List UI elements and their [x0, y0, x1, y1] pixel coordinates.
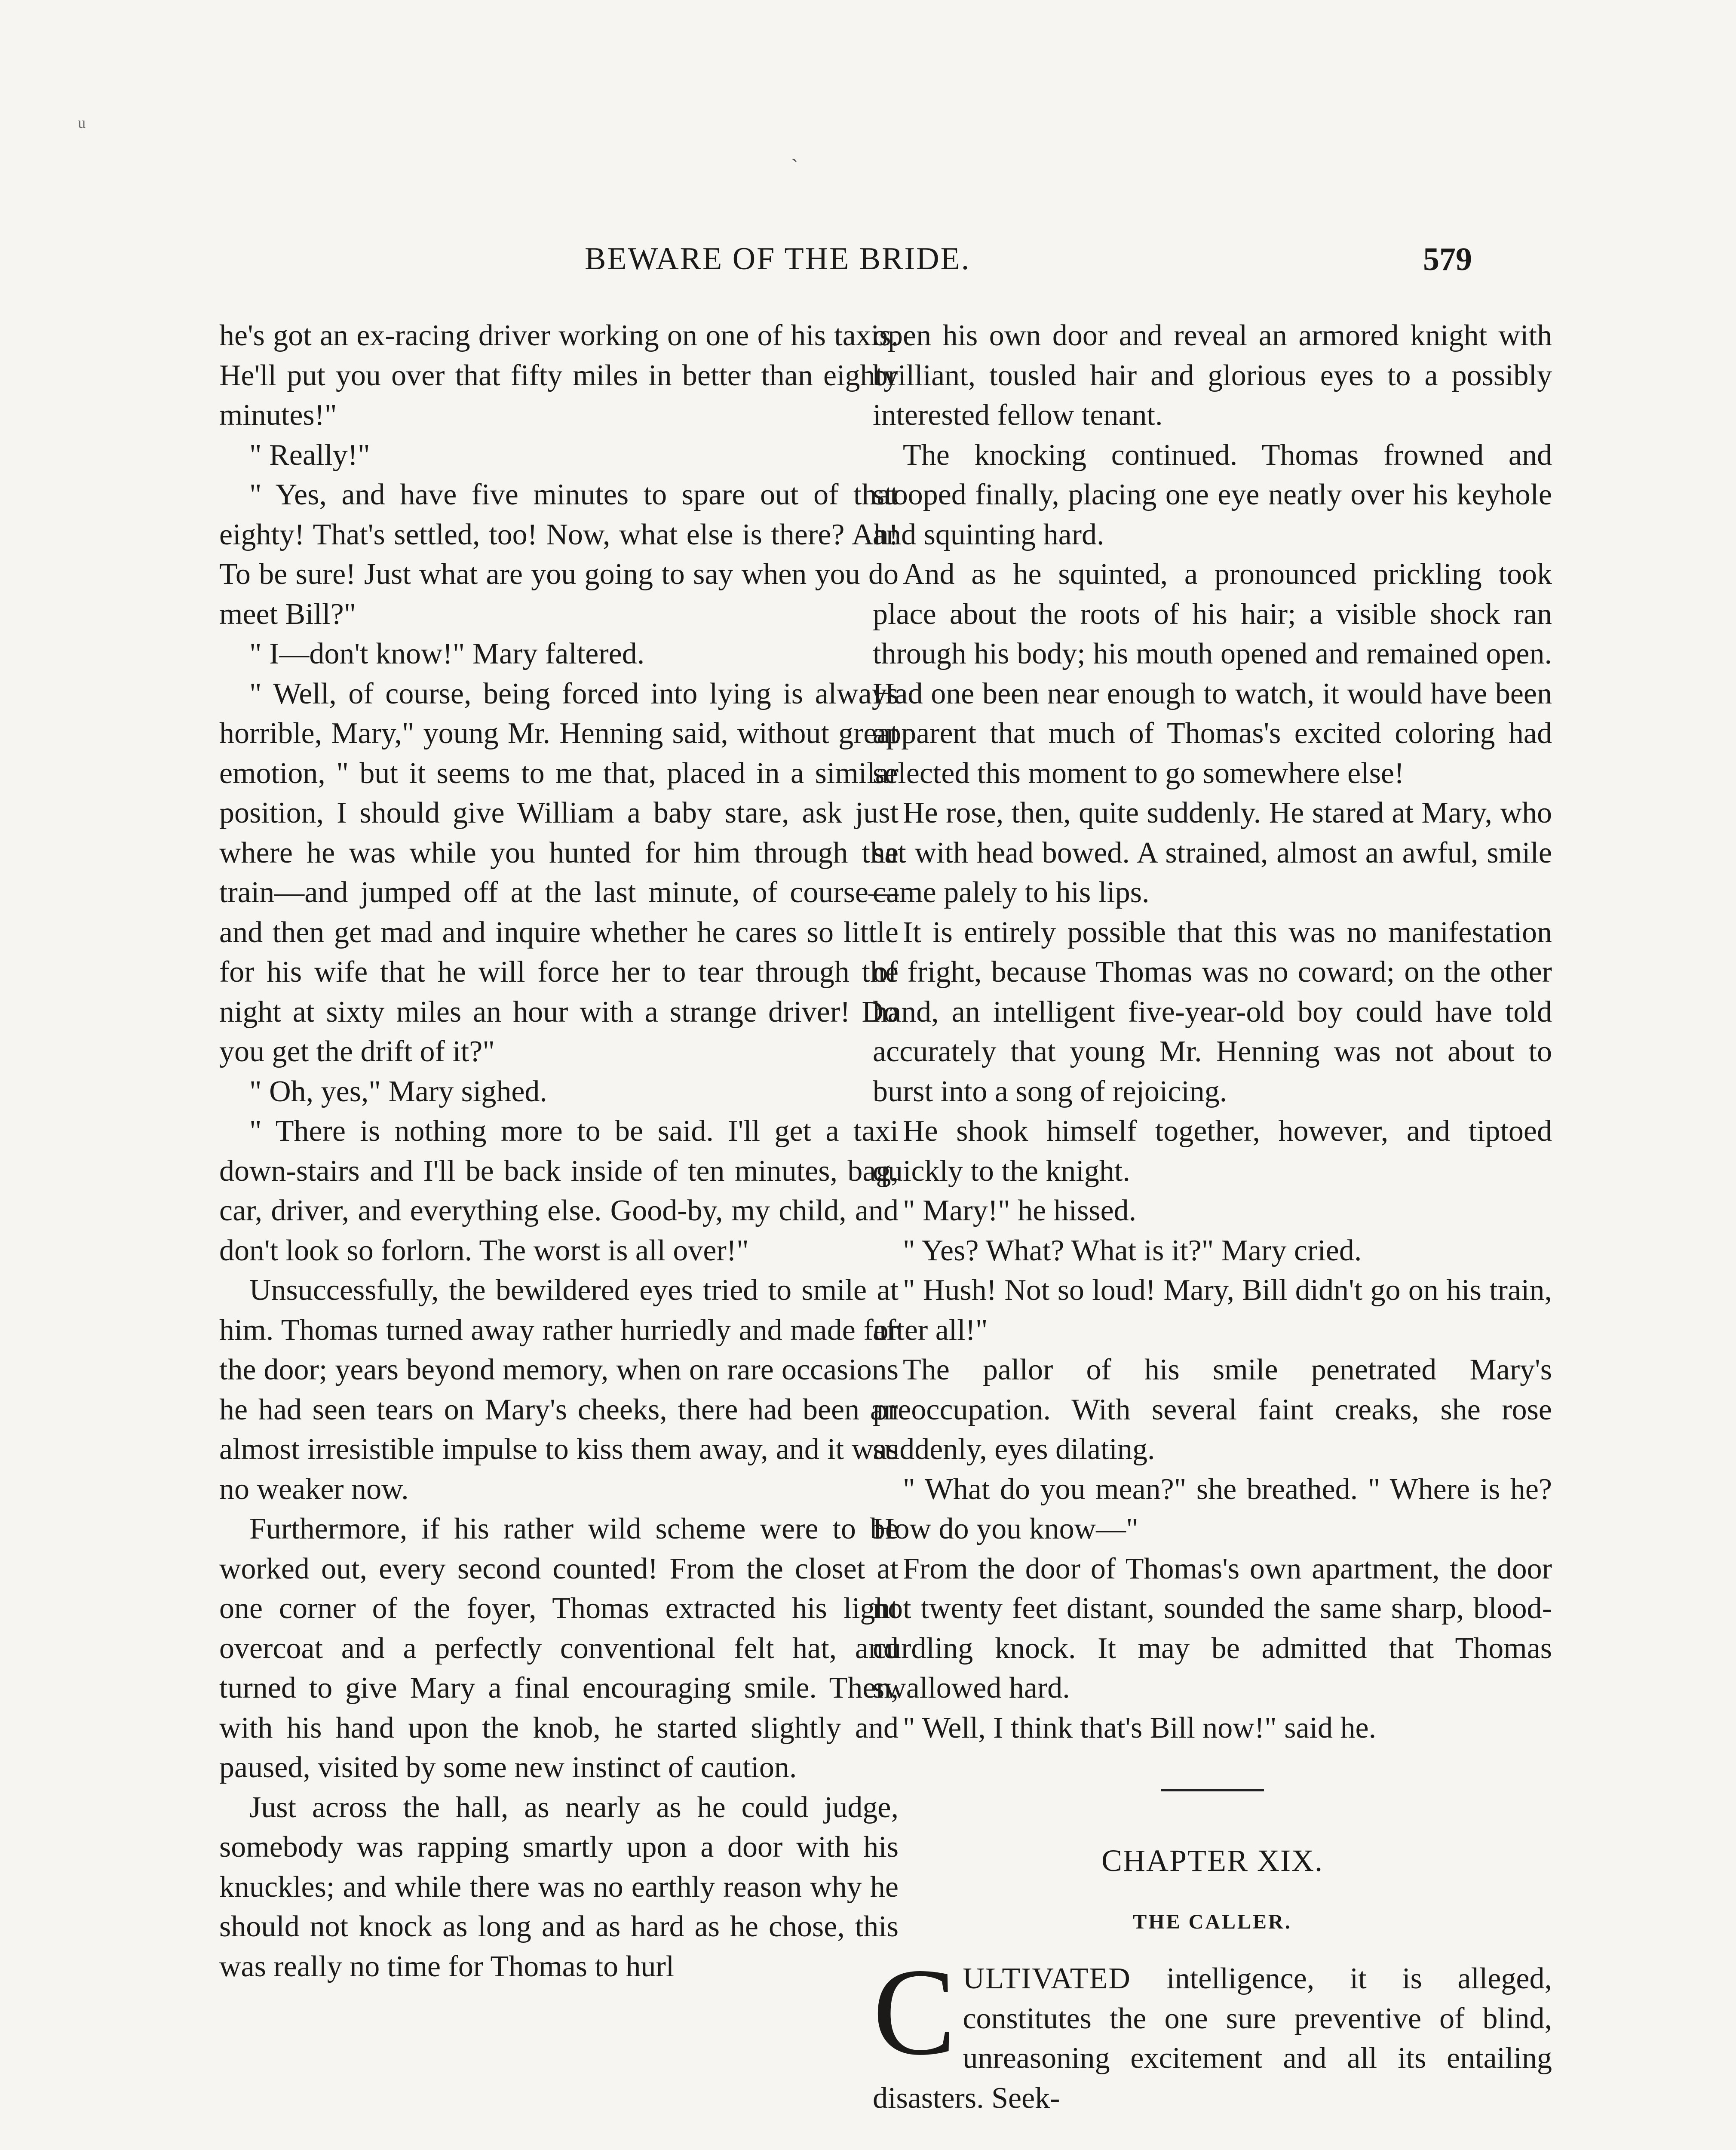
section-divider — [1161, 1789, 1264, 1791]
chapter-subtitle: THE CALLER. — [1133, 1910, 1292, 1933]
paragraph: He rose, then, quite suddenly. He stared at Mary, who sat with head bowed. A strained, almost an awful, smile came palely to his lips. — [873, 796, 1552, 909]
paragraph: " Well, of course, being forced into lying is always horrible, Mary," young Mr. Henning said, without great emotion, " but it seems to me that, placed in a similar position, I should give William a baby stare, ask just where he was while you hunted for him through the train—and jumped off at the last minute, of course—and then get mad and inquire whether he cares so little for his wife that he will force her to tear through the night at sixty miles an hour with a strange driver! Do you get the drift of it?" — [219, 677, 899, 1068]
first-word: ULTIVATED — [963, 1962, 1131, 1995]
right-column — [873, 316, 1552, 2118]
paragraph: " What do you mean?" she breathed. " Where is he? How do you know—" — [873, 1472, 1552, 1545]
drop-cap: C — [873, 1943, 956, 2081]
paragraph: From the door of Thomas's own apartment, the door not twenty feet distant, sounded the same sharp, blood-curdling knock. It may be admitted that Thomas swallowed hard. — [873, 1552, 1552, 1705]
chapter-opening-paragraph — [873, 1943, 1552, 2118]
paragraph: " Well, I think that's Bill now!" said he. — [903, 1711, 1377, 1745]
paragraph: And as he squinted, a pronounced prickling took place about the roots of his hair; a visible shock ran through his body; his mouth opened and remained open. Had one been near enough to watch, it would have been apparent that much of Thomas's excited coloring had selected this moment to go somewhere else! — [873, 558, 1552, 790]
paragraph: The pallor of his smile penetrated Mary's preoccupation. With several faint creaks, she rose suddenly, eyes dilating. — [873, 1353, 1552, 1466]
paragraph: Unsuccessfully, the bewildered eyes tried to smile at him. Thomas turned away rather hurriedly and made for the door; years beyond memory, when on rare occasions he had seen tears on Mary's cheeks, there had been an almost irresistible impulse to kiss them away, and it was no weaker now. — [219, 1274, 899, 1506]
paragraph: " I—don't know!" Mary faltered. — [249, 637, 645, 670]
chapter-title: CHAPTER XIX. — [1101, 1843, 1323, 1878]
paragraph: " Oh, yes," Mary sighed. — [249, 1075, 547, 1108]
paragraph: It is entirely possible that this was no manifestation of fright, because Thomas was no coward; on the other hand, an intelligent five-year-old boy could have told accurately that young Mr. Henning was not about to burst into a song of rejoicing. — [873, 915, 1552, 1108]
paragraph: The knocking continued. Thomas frowned and stooped finally, placing one eye neatly over his keyhole and squinting hard. — [873, 438, 1552, 551]
paragraph: " There is nothing more to be said. I'll get a taxi down-stairs and I'll be back inside of ten minutes, bag, car, driver, and everything else. Good-by, my child, and don't look so forlorn. The worst is all over!" — [219, 1115, 899, 1267]
paragraph: open his own door and reveal an armored knight with brilliant, tousled hair and glorious eyes to a possibly interested fellow tenant. — [873, 319, 1552, 432]
paragraph: " Yes, and have five minutes to spare out of that eighty! That's settled, too! Now, what else is there? Ah! To be sure! Just what are you going to say when you do meet Bill?" — [219, 478, 899, 631]
paragraph: Furthermore, if his rather wild scheme were to be worked out, every second counted! From the closet at one corner of the foyer, Thomas extracted his light overcoat and a perfectly conventional felt hat, and turned to give Mary a final encouraging smile. Then, with his hand upon the knob, he started slightly and paused, visited by some new instinct of caution. — [219, 1512, 899, 1784]
paragraph: " Really!" — [249, 438, 370, 472]
opening-text: intelligence, it is alleged, constitutes the one sure preventive of blind, unreasoning excitement and all its entailing disasters. Seek- — [873, 1962, 1552, 2115]
left-column — [219, 316, 899, 1987]
page-number: 579 — [1423, 241, 1472, 277]
running-header: BEWARE OF THE BRIDE. — [585, 241, 971, 276]
ink-mark: ˏ — [791, 138, 798, 162]
paragraph: " Hush! Not so loud! Mary, Bill didn't go on his train, after all!" — [873, 1274, 1552, 1347]
paragraph: " Yes? What? What is it?" Mary cried. — [903, 1234, 1362, 1267]
paragraph: He shook himself together, however, and tiptoed quickly to the knight. — [873, 1115, 1552, 1188]
paragraph: " Mary!" he hissed. — [903, 1194, 1137, 1227]
paragraph: he's got an ex-racing driver working on one of his taxis. He'll put you over that fifty miles in better than eighty minutes!" — [219, 319, 899, 432]
paragraph: Just across the hall, as nearly as he could judge, somebody was rapping smartly upon a door with his knuckles; and while there was no earthly reason why he should not knock as long and as hard as he chose, this was really no time for Thomas to hurl — [219, 1791, 899, 1983]
